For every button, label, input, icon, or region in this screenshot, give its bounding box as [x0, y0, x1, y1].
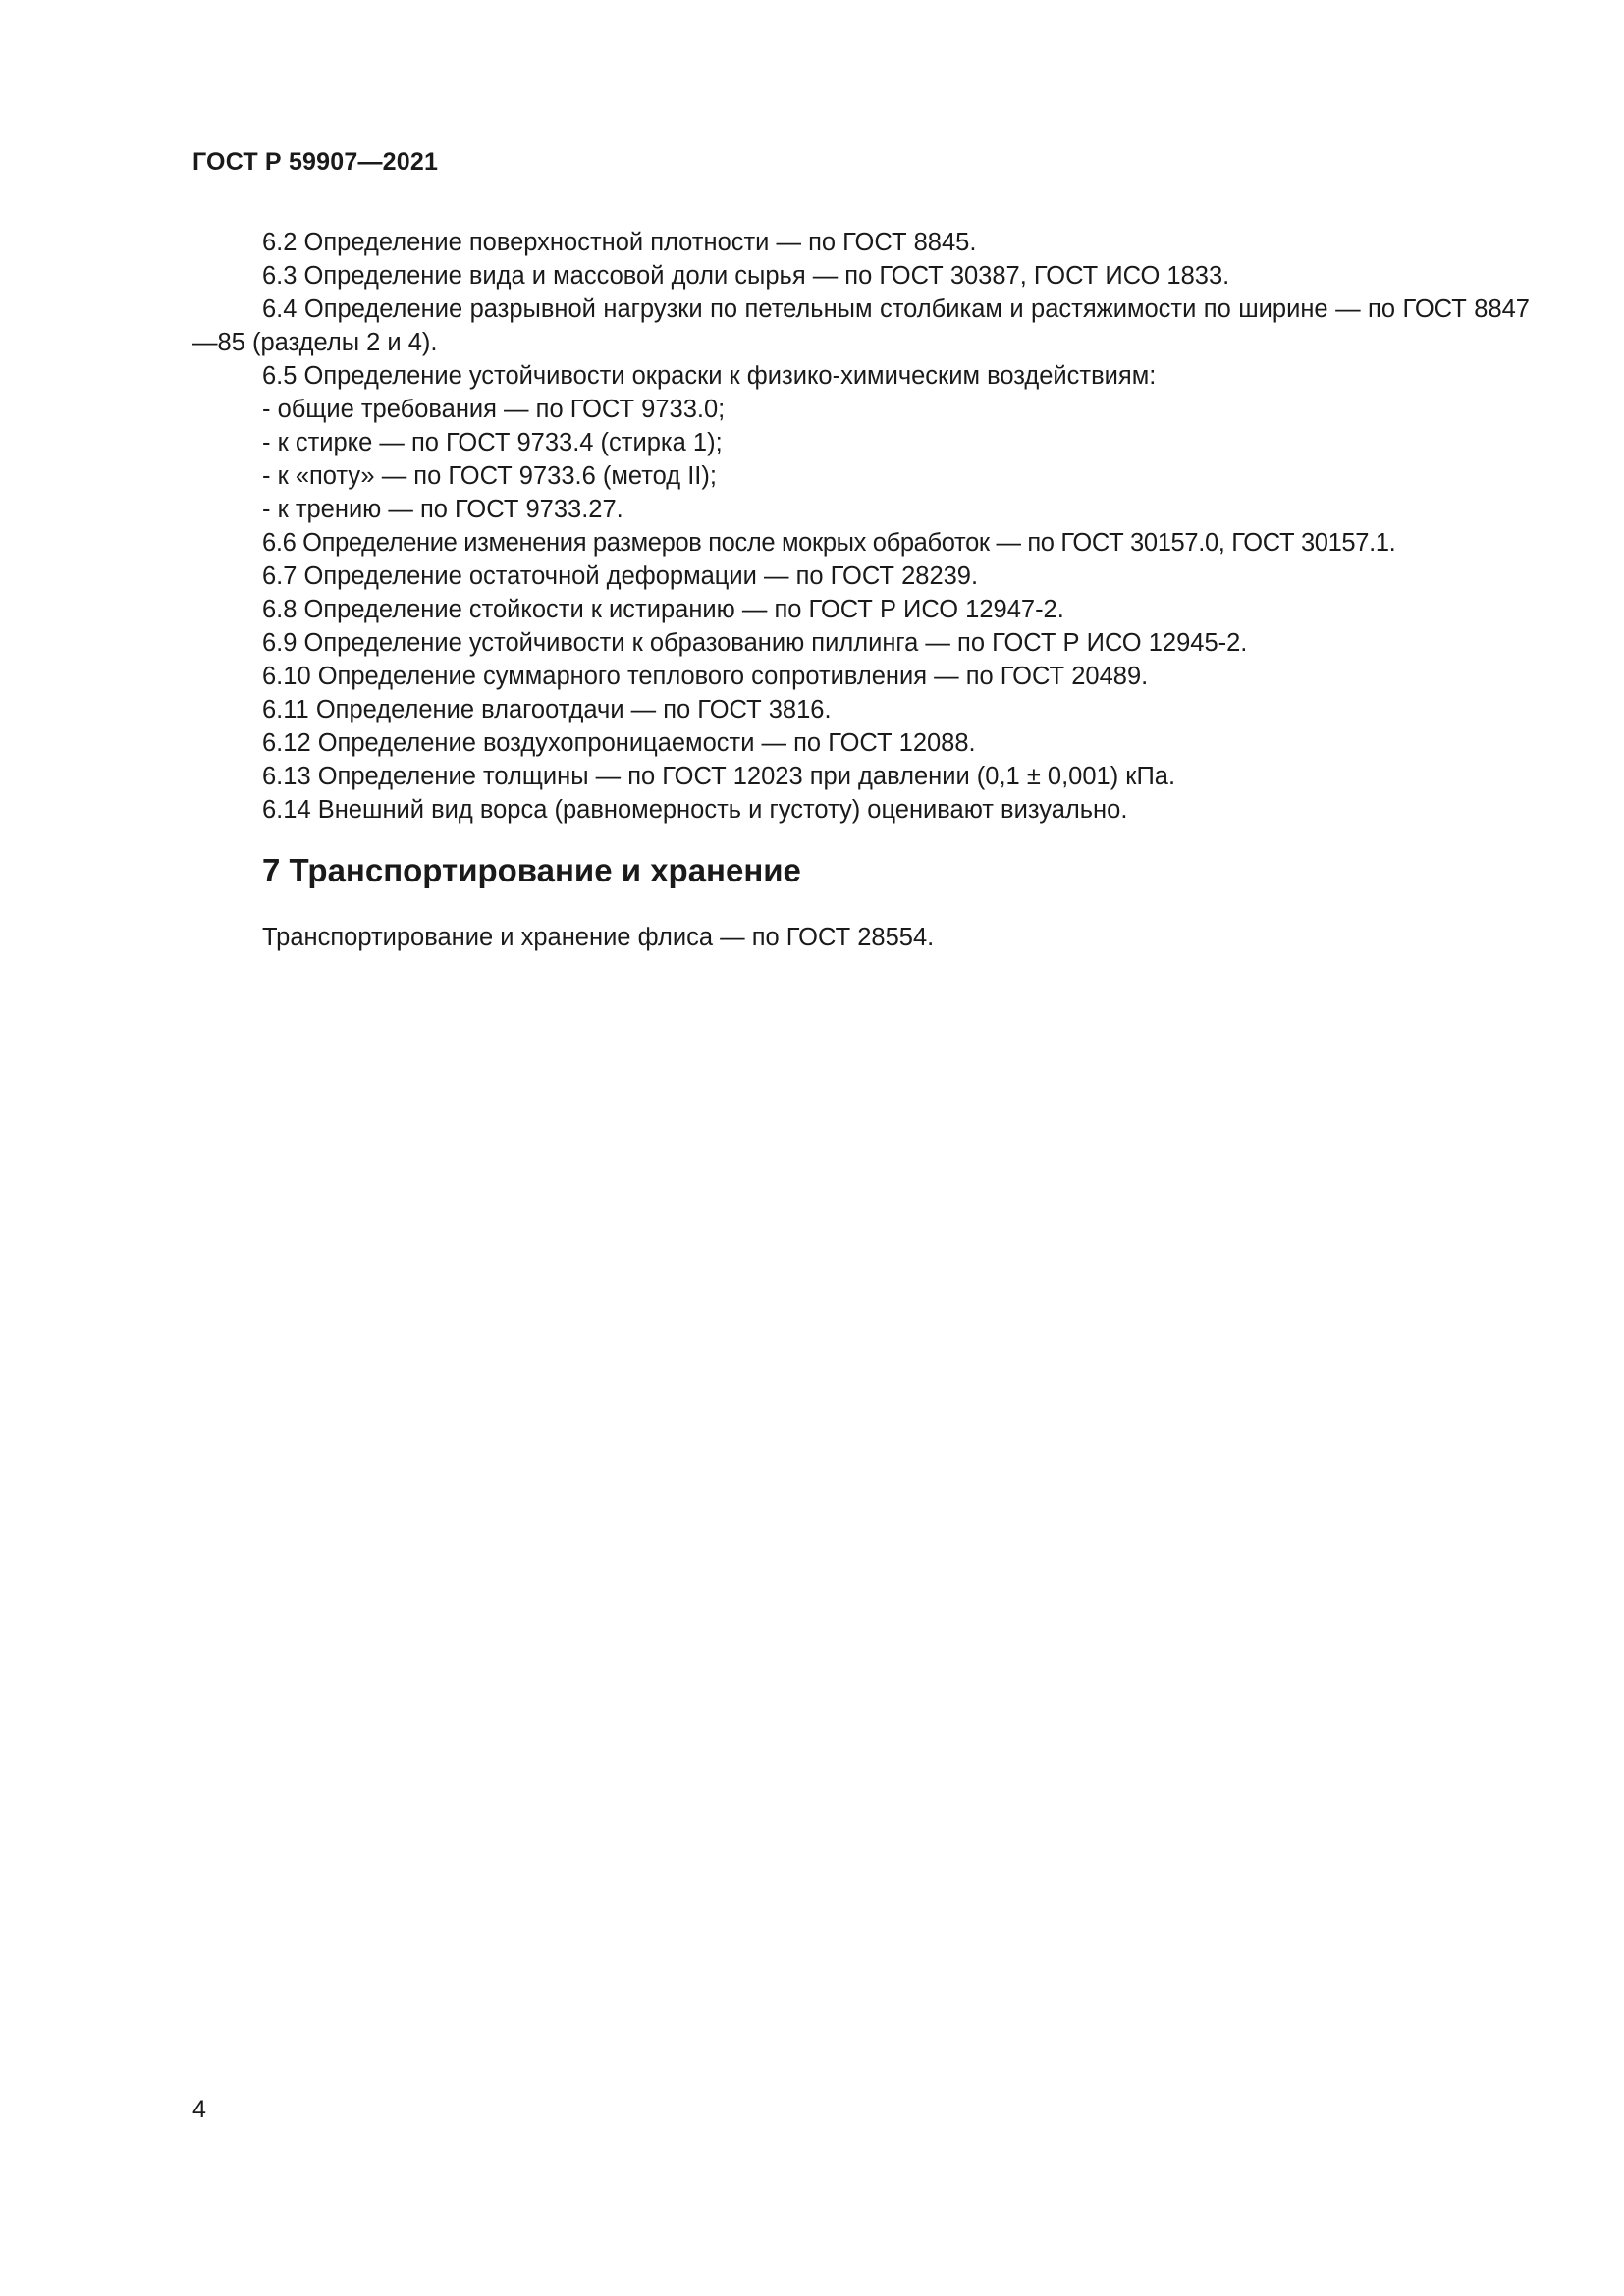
- list-item-6-5-washing: - к стирке — по ГОСТ 9733.4 (стирка 1);: [262, 429, 723, 456]
- list-item-6-5: 6.5 Определение устойчивости окраски к физико-химическим воздействиям:: [262, 362, 1157, 390]
- list-item-6-14: 6.14 Внешний вид ворса (равномерность и густоту) оценивают визуально.: [262, 796, 1128, 824]
- list-item-6-7: 6.7 Определение остаточной деформации — по ГОСТ 28239.: [262, 562, 979, 590]
- list-item-6-11: 6.11 Определение влагоотдачи — по ГОСТ 3816.: [262, 696, 832, 723]
- list-item-6-2: 6.2 Определение поверхностной плотности — по ГОСТ 8845.: [262, 229, 977, 256]
- list-item-6-3: 6.3 Определение вида и массовой доли сырья — по ГОСТ 30387, ГОСТ ИСО 1833.: [262, 262, 1230, 290]
- list-item-6-6: 6.6 Определение изменения размеров после мокрых обработок — по ГОСТ 30157.0, ГОСТ 30157.1.: [262, 529, 1396, 557]
- list-item-6-5-general: - общие требования — по ГОСТ 9733.0;: [262, 396, 726, 423]
- list-item-6-9: 6.9 Определение устойчивости к образованию пиллинга — по ГОСТ Р ИСО 12945-2.: [262, 629, 1248, 657]
- list-item-6-8: 6.8 Определение стойкости к истиранию — по ГОСТ Р ИСО 12947-2.: [262, 596, 1064, 623]
- list-item-6-5-rubbing: - к трению — по ГОСТ 9733.27.: [262, 496, 623, 523]
- section-6-list: [192, 226, 1530, 827]
- list-item-6-13: 6.13 Определение толщины — по ГОСТ 12023 при давлении (0,1 ± 0,001) кПа.: [262, 763, 1176, 790]
- page-number: 4: [192, 2096, 206, 2123]
- list-item-6-10: 6.10 Определение суммарного теплового сопротивления — по ГОСТ 20489.: [262, 663, 1149, 690]
- section-7-heading: 7 Транспортирование и хранение: [262, 852, 801, 888]
- list-item-6-5-sweat: - к «поту» — по ГОСТ 9733.6 (метод II);: [262, 462, 717, 490]
- list-item-6-4: 6.4 Определение разрывной нагрузки по петельным столбикам и растяжимости по ширине — по ГОСТ 8847—85 (разделы 2 и 4).: [192, 295, 1530, 356]
- section-7-paragraph: Транспортирование и хранение флиса — по ГОСТ 28554.: [262, 924, 935, 951]
- document-code-header: ГОСТ Р 59907—2021: [192, 148, 439, 176]
- list-item-6-12: 6.12 Определение воздухопроницаемости — по ГОСТ 12088.: [262, 729, 976, 757]
